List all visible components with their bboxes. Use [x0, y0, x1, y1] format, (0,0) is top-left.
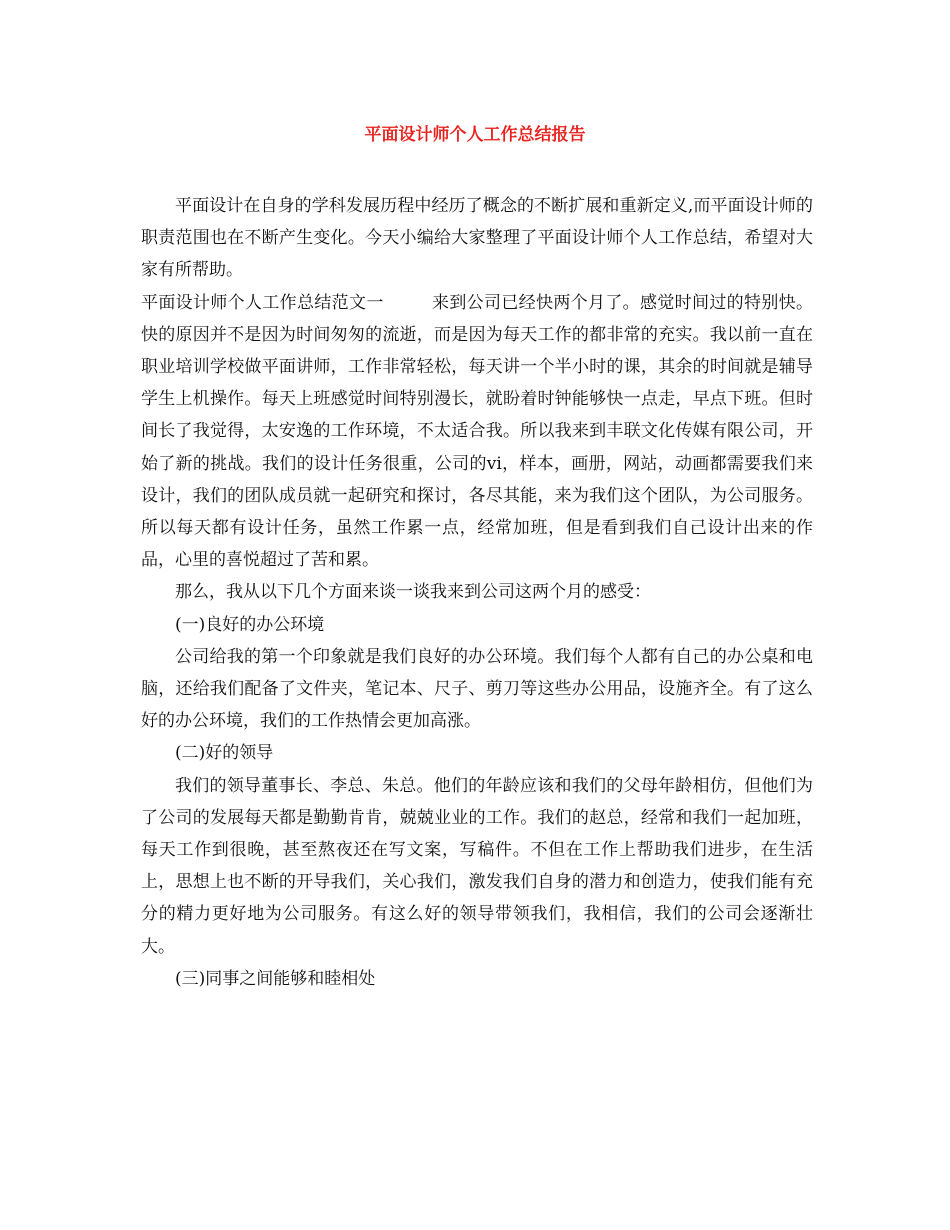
section1-heading: (一)良好的办公环境 — [175, 614, 325, 635]
transition-paragraph: 那么，我从以下几个方面来谈一谈我来到公司这两个月的感受： — [175, 582, 651, 603]
section2-paragraph: 我们的领导董事长、李总、朱总。他们的年龄应该和我们的父母年龄相仿，但他们为了公司的发展每天都是勤勤肯肯，兢兢业业的工作。我们的赵总，经常和我们一起加班，每天工作到很晚，甚至熬夜还在写文案，写稿件。不但在工作上帮助我们进步，在生活上，思想上也不断的开导我们，关心我们，激发我们自身的潜力和创造力，使我们能有充分的精力更好地为公司服务。有这么好的领导带领我们，我相信，我们的公司会逐渐壮大。 — [141, 775, 813, 957]
sample-body: 来到公司已经快两个月了。感觉时间过的特别快。快的原因并不是因为时间匆匆的流逝，而是因为每天工作的都非常的充实。我以前一直在职业培训学校做平面讲师，工作非常轻松，每天讲一个半小时的课，其余的时间就是辅导学生上机操作。每天上班感觉时间特别漫长，就盼着时钟能够快一点走，早点下班。但时间长了我觉得，太安逸的工作环境，不太适合我。所以我来到丰联文化传媒有限公司，开始了新的挑战。我们的设计任务很重，公司的vi，样本，画册，网站，动画都需要我们来设计，我们的团队成员就一起研究和探讨，各尽其能，来为我们这个团队，为公司服务。所以每天都有设计任务，虽然工作累一点，经常加班，但是看到我们自己设计出来的作品，心里的喜悦超过了苦和累。 — [141, 292, 814, 571]
section3-heading: (三)同事之间能够和睦相处 — [175, 968, 376, 989]
intro-paragraph: 平面设计在自身的学科发展历程中经历了概念的不断扩展和重新定义,而平面设计师的职责范围也在不断产生变化。今天小编给大家整理了平面设计师个人工作总结，希望对大家有所帮助。 — [141, 196, 813, 281]
document-body — [141, 190, 813, 995]
document-title: 平面设计师个人工作总结报告 — [364, 125, 586, 145]
section2-heading: (二)好的领导 — [175, 743, 274, 764]
sample-paragraph — [141, 287, 813, 577]
sample-heading: 平面设计师个人工作总结范文一 — [141, 292, 384, 313]
section1-paragraph: 公司给我的第一个印象就是我们良好的办公环境。我们每个人都有自己的办公桌和电脑，还给我们配备了文件夹，笔记本、尺子、剪刀等这些办公用品，设施齐全。有了这么好的办公环境，我们的工作热情会更加高涨。 — [141, 646, 813, 732]
